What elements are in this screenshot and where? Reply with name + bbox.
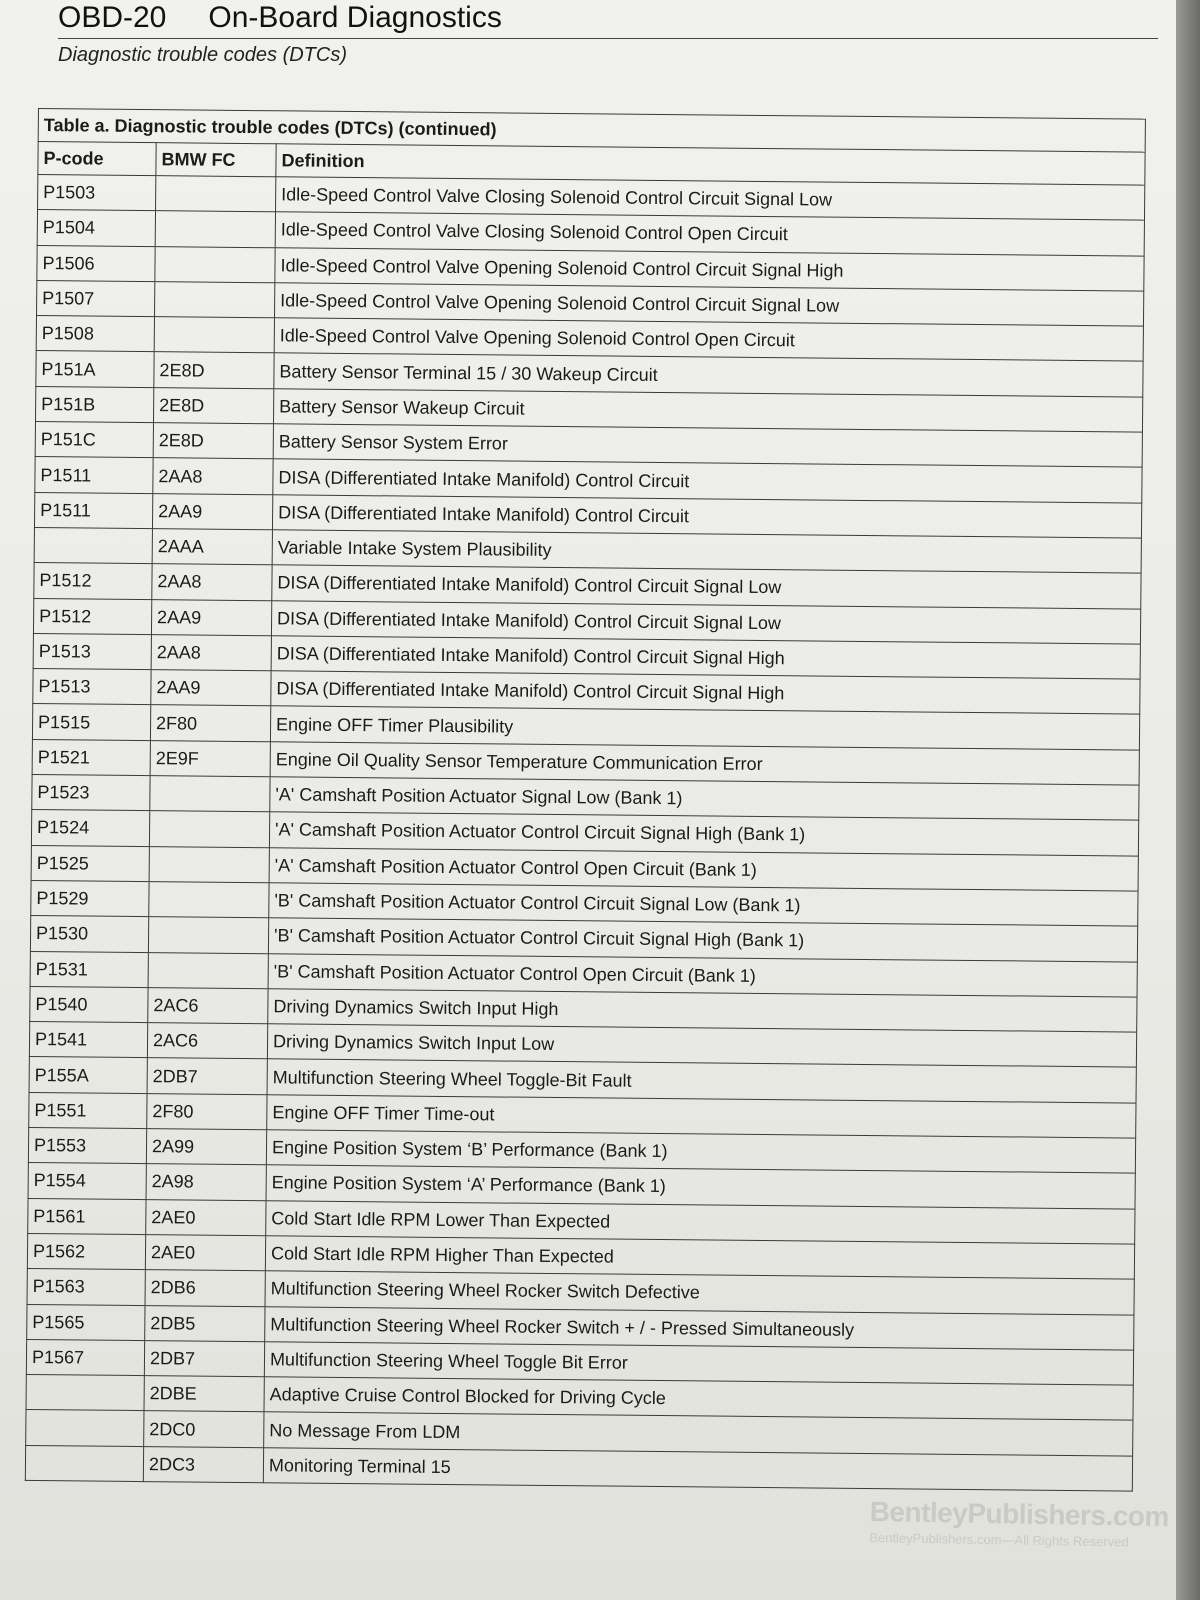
page-header [58, 0, 1158, 66]
cell-p-code: P1521 [32, 739, 150, 775]
cell-bmw-fc [148, 952, 268, 988]
cell-bmw-fc: 2AC6 [148, 987, 268, 1023]
cell-p-code: P1565 [27, 1304, 145, 1340]
cell-definition: Idle-Speed Control Valve Opening Solenoid Control Circuit Signal Low [274, 283, 1143, 327]
cell-definition: 'B' Camshaft Position Actuator Control Open Circuit (Bank 1) [268, 953, 1137, 997]
cell-definition: 'A' Camshaft Position Actuator Control Open Circuit (Bank 1) [269, 847, 1138, 891]
cell-bmw-fc [154, 317, 274, 353]
cell-p-code: P151B [35, 386, 153, 422]
cell-definition: DISA (Differentiated Intake Manifold) Control Circuit Signal High [271, 671, 1140, 715]
cell-definition: Idle-Speed Control Valve Closing Solenoid Control Circuit Signal Low [276, 177, 1145, 221]
cell-bmw-fc: 2F80 [147, 1093, 267, 1129]
cell-definition: Cold Start Idle RPM Higher Than Expected [265, 1236, 1134, 1280]
cell-bmw-fc [150, 776, 270, 812]
cell-definition: Engine Position System ‘A’ Performance (Bank 1) [266, 1165, 1135, 1209]
cell-definition: Idle-Speed Control Valve Opening Solenoid Control Open Circuit [274, 318, 1143, 362]
cell-definition: Engine Oil Quality Sensor Temperature Communication Error [270, 742, 1139, 786]
cell-definition: Driving Dynamics Switch Input High [268, 989, 1137, 1033]
cell-bmw-fc: 2AAA [152, 529, 272, 565]
cell-p-code: P1531 [30, 951, 148, 987]
cell-definition: Engine Position System ‘B’ Performance (Bank 1) [266, 1130, 1135, 1174]
cell-bmw-fc [148, 917, 268, 953]
cell-p-code: P1515 [32, 704, 150, 740]
cell-bmw-fc: 2AA8 [153, 458, 273, 494]
cell-p-code: P1551 [29, 1092, 147, 1128]
cell-p-code: P1504 [37, 210, 155, 246]
cell-p-code: P1512 [34, 563, 152, 599]
cell-p-code: P1553 [28, 1127, 146, 1163]
cell-definition: 'B' Camshaft Position Actuator Control Circuit Signal Low (Bank 1) [269, 883, 1138, 927]
dtc-table-body [25, 109, 1145, 1492]
cell-definition: Cold Start Idle RPM Lower Than Expected [266, 1200, 1135, 1244]
cell-p-code: P1507 [37, 280, 155, 316]
cell-bmw-fc: 2AE0 [146, 1199, 266, 1235]
cell-p-code: P1530 [30, 916, 148, 952]
cell-definition: Variable Intake System Plausibility [272, 530, 1141, 574]
cell-bmw-fc: 2AA9 [151, 599, 271, 635]
cell-bmw-fc: 2AA8 [152, 564, 272, 600]
cell-definition: Multifunction Steering Wheel Rocker Switch Defective [265, 1271, 1134, 1315]
cell-p-code [34, 527, 152, 563]
cell-p-code: P1512 [33, 598, 151, 634]
cell-bmw-fc: 2E9F [150, 740, 270, 776]
cell-bmw-fc: 2F80 [150, 705, 270, 741]
cell-p-code: P1541 [29, 1022, 147, 1058]
cell-definition: Multifunction Steering Wheel Rocker Switch + / - Pressed Simultaneously [265, 1306, 1134, 1350]
cell-p-code: P1524 [31, 810, 149, 846]
publisher-watermark [869, 1496, 1169, 1550]
cell-bmw-fc [149, 846, 269, 882]
cell-definition: Battery Sensor Terminal 15 / 30 Wakeup Circuit [274, 353, 1143, 397]
cell-p-code: P1554 [28, 1163, 146, 1199]
cell-definition: Battery Sensor System Error [273, 424, 1142, 468]
table-caption: Table a. Diagnostic trouble codes (DTCs) (continued) [38, 109, 1145, 153]
cell-definition: Idle-Speed Control Valve Opening Solenoid Control Circuit Signal High [275, 247, 1144, 291]
cell-definition: 'B' Camshaft Position Actuator Control Circuit Signal High (Bank 1) [268, 918, 1137, 962]
cell-p-code: P151C [35, 422, 153, 458]
cell-p-code: P1503 [38, 175, 156, 211]
cell-definition: 'A' Camshaft Position Actuator Control Circuit Signal High (Bank 1) [269, 812, 1138, 856]
cell-definition: 'A' Camshaft Position Actuator Signal Low (Bank 1) [270, 777, 1139, 821]
cell-definition: DISA (Differentiated Intake Manifold) Control Circuit [272, 494, 1141, 538]
cell-definition: DISA (Differentiated Intake Manifold) Control Circuit Signal Low [272, 565, 1141, 609]
cell-p-code [26, 1375, 144, 1411]
cell-p-code: P1523 [32, 775, 150, 811]
column-header-bmw-fc: BMW FC [156, 143, 276, 177]
cell-bmw-fc: 2AE0 [145, 1234, 265, 1270]
watermark-caption: BentleyPublishers.com—All Rights Reserved [869, 1529, 1129, 1550]
cell-bmw-fc: 2A98 [146, 1164, 266, 1200]
cell-bmw-fc [155, 211, 275, 247]
cell-p-code: P1513 [33, 669, 151, 705]
cell-definition: Adaptive Cruise Control Blocked for Driving Cycle [264, 1377, 1133, 1421]
cell-bmw-fc: 2DC3 [143, 1446, 263, 1482]
header-line [58, 0, 1158, 38]
cell-definition: Idle-Speed Control Valve Closing Solenoid Control Open Circuit [275, 212, 1144, 256]
page-code: OBD-20 [58, 1, 167, 34]
cell-p-code: P1508 [36, 316, 154, 352]
page-subtitle: Diagnostic trouble codes (DTCs) [58, 44, 347, 66]
cell-bmw-fc [149, 882, 269, 918]
page-edge-shadow [1176, 0, 1200, 1600]
cell-bmw-fc [155, 246, 275, 282]
cell-bmw-fc [155, 282, 275, 318]
cell-p-code: P1511 [35, 457, 153, 493]
cell-bmw-fc [156, 176, 276, 212]
column-header-definition: Definition [276, 144, 1145, 185]
header-rule [58, 38, 1158, 39]
cell-bmw-fc: 2DB7 [144, 1340, 264, 1376]
cell-bmw-fc [149, 811, 269, 847]
cell-definition: DISA (Differentiated Intake Manifold) Control Circuit Signal Low [271, 600, 1140, 644]
cell-p-code: P1529 [31, 880, 149, 916]
cell-p-code: P1506 [37, 245, 155, 281]
cell-bmw-fc: 2AA9 [151, 670, 271, 706]
cell-p-code [25, 1445, 143, 1481]
cell-definition: Multifunction Steering Wheel Toggle Bit Error [264, 1342, 1133, 1386]
cell-bmw-fc: 2AA9 [152, 493, 272, 529]
cell-bmw-fc: 2DB6 [145, 1270, 265, 1306]
cell-bmw-fc: 2DB5 [145, 1305, 265, 1341]
cell-definition: Driving Dynamics Switch Input Low [267, 1024, 1136, 1068]
watermark-logo-text: BentleyPublishers.com [869, 1496, 1170, 1533]
cell-p-code: P1540 [30, 986, 148, 1022]
cell-bmw-fc: 2DBE [144, 1376, 264, 1412]
dtc-table-container [24, 108, 1146, 1531]
cell-definition: Engine OFF Timer Time-out [267, 1094, 1136, 1138]
cell-definition: Engine OFF Timer Plausibility [270, 706, 1139, 750]
column-header-p-code: P-code [38, 142, 156, 176]
cell-definition: Monitoring Terminal 15 [263, 1447, 1132, 1491]
cell-p-code [26, 1410, 144, 1446]
cell-bmw-fc: 2E8D [153, 423, 273, 459]
cell-p-code: P1563 [27, 1269, 145, 1305]
cell-bmw-fc: 2DC0 [144, 1411, 264, 1447]
cell-bmw-fc: 2AA8 [151, 634, 271, 670]
cell-definition: DISA (Differentiated Intake Manifold) Control Circuit [273, 459, 1142, 503]
cell-p-code: P1525 [31, 845, 149, 881]
cell-bmw-fc: 2E8D [153, 387, 273, 423]
cell-definition: Multifunction Steering Wheel Toggle-Bit Fault [267, 1059, 1136, 1103]
cell-definition: Battery Sensor Wakeup Circuit [273, 389, 1142, 433]
dtc-table [25, 108, 1146, 1492]
cell-bmw-fc: 2E8D [154, 352, 274, 388]
cell-p-code: P151A [36, 351, 154, 387]
cell-p-code: P1511 [34, 492, 152, 528]
cell-p-code: P1561 [28, 1198, 146, 1234]
cell-p-code: P1562 [27, 1233, 145, 1269]
cell-bmw-fc: 2A99 [146, 1129, 266, 1165]
cell-p-code: P155A [29, 1057, 147, 1093]
cell-p-code: P1513 [33, 633, 151, 669]
cell-definition: No Message From LDM [264, 1412, 1133, 1456]
cell-bmw-fc: 2DB7 [147, 1058, 267, 1094]
page-title: On-Board Diagnostics [208, 1, 502, 34]
cell-bmw-fc: 2AC6 [147, 1023, 267, 1059]
cell-p-code: P1567 [26, 1339, 144, 1375]
cell-definition: DISA (Differentiated Intake Manifold) Control Circuit Signal High [271, 636, 1140, 680]
